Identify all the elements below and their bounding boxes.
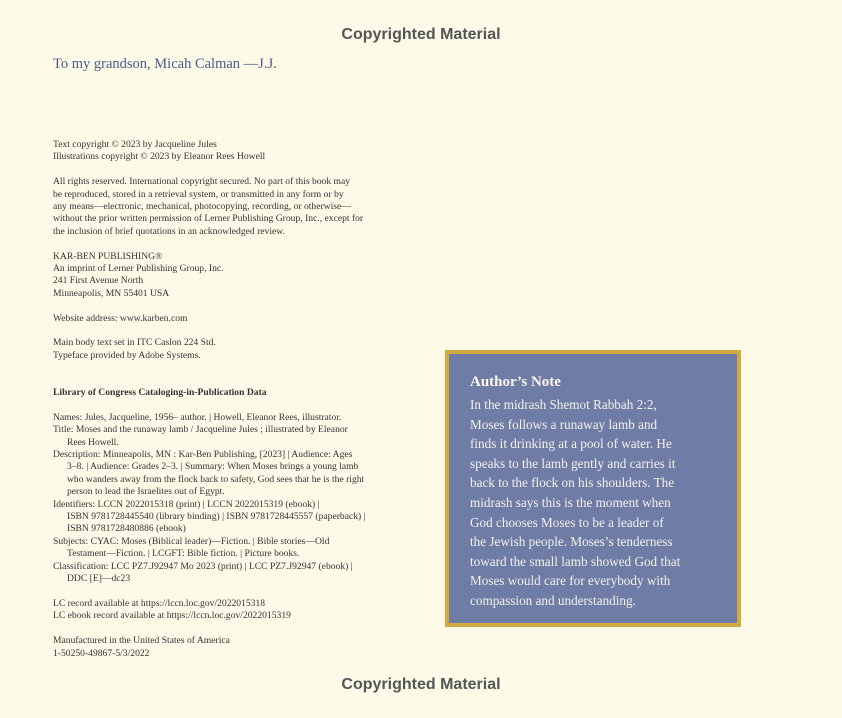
author-note-line: finds it drinking at a pool of water. He [470, 436, 672, 452]
author-note-line: back to the flock on his shoulders. The [470, 475, 675, 491]
author-note-line: compassion and understanding. [470, 592, 636, 608]
cip-subjects: Subjects: CYAC: Moses (Biblical leader)—Fiction. | Bible stories—Old [53, 535, 330, 547]
cip-description-cont: person to lead the Israelites out of Egypt. [67, 486, 225, 498]
rights-line: without the prior written permission of Lerner Publishing Group, Inc., except for [53, 213, 364, 225]
author-note-line: toward the small lamb showed God that [470, 553, 681, 569]
typeface-line: Typeface provided by Adobe Systems. [53, 349, 201, 361]
rights-line: the inclusion of brief quotations in an acknowledged review. [53, 225, 285, 237]
cip-description-cont: 3–8. | Audience: Grades 2–3. | Summary: When Moses brings a young lamb [67, 461, 359, 473]
lc-ebook-record: LC ebook record available at https://lccn.loc.gov/2022015319 [53, 610, 291, 622]
cip-subjects-cont: Testament—Fiction. | LCGFT: Bible fiction. | Picture books. [67, 548, 300, 560]
publisher-line: An imprint of Lerner Publishing Group, Inc. [53, 263, 224, 275]
author-note-line: Moses follows a runaway lamb and [470, 416, 658, 432]
cip-classification: Classification: LCC PZ7.J92947 Mo 2023 (print) | LCC PZ7.J92947 (ebook) | [53, 560, 353, 572]
cip-heading: Library of Congress Cataloging-in-Publication Data [53, 387, 267, 399]
author-note-box [445, 350, 741, 627]
author-note-line: God chooses Moses to be a leader of [470, 514, 664, 530]
copyrighted-material-watermark-top: Copyrighted Material [341, 26, 501, 43]
dedication: To my grandson, Micah Calman —J.J. [53, 56, 277, 72]
cip-description-cont: who wanders away from the flock back to safety, God sees that he is the right [67, 473, 365, 485]
author-note-line: Moses would care for everybody with [470, 573, 671, 589]
author-note-line: the Jewish people. Moses’s tenderness [470, 534, 673, 550]
cip-description: Description: Minneapolis, MN : Kar-Ben Publishing, [2023] | Audience: Ages [53, 449, 353, 461]
typeface-line: Main body text set in ITC Caslon 224 Std. [53, 337, 216, 349]
author-note-line: speaks to the lamb gently and carries it [470, 455, 676, 471]
publisher-address: 241 First Avenue North [53, 275, 144, 287]
cip-names: Names: Jules, Jacqueline, 1956– author. | Howell, Eleanor Rees, illustrator. [53, 411, 342, 423]
cip-title-cont: Rees Howell. [67, 436, 119, 448]
illustrations-copyright: Illustrations copyright © 2023 by Eleanor Rees Howell [53, 151, 266, 163]
rights-line: All rights reserved. International copyright secured. No part of this book may [53, 176, 351, 188]
cip-identifiers-cont: ISBN 9781728445540 (library binding) | ISBN 9781728445557 (paperback) | [67, 511, 366, 523]
cip-classification-cont: DDC [E]—dc23 [67, 573, 131, 585]
copyrighted-material-watermark-bottom: Copyrighted Material [341, 676, 501, 693]
cip-identifiers-cont: ISBN 9781728480886 (ebook) [67, 523, 186, 535]
printing-code: 1-50250-49867-5/3/2022 [53, 647, 150, 659]
cip-title: Title: Moses and the runaway lamb / Jacqueline Jules ; illustrated by Eleanor [53, 424, 348, 436]
author-note-title: Author’s Note [470, 374, 561, 390]
author-note-line: midrash says this is the moment when [470, 494, 671, 510]
website-address: Website address: www.karben.com [53, 312, 188, 324]
copyright-block [53, 139, 438, 660]
cip-identifiers: Identifiers: LCCN 2022015318 (print) | LCCN 2022015319 (ebook) | [53, 498, 320, 510]
manufactured-line: Manufactured in the United States of America [53, 635, 230, 647]
text-copyright: Text copyright © 2023 by Jacqueline Jules [53, 139, 217, 150]
author-note-line: In the midrash Shemot Rabbah 2:2, [470, 397, 657, 412]
lc-record: LC record available at https://lccn.loc.gov/2022015318 [53, 597, 266, 609]
publisher-city: Minneapolis, MN 55401 USA [53, 287, 170, 299]
publisher-name: KAR-BEN PUBLISHING® [53, 250, 163, 262]
rights-line: any means—electronic, mechanical, photocopying, recording, or otherwise— [53, 201, 351, 213]
rights-line: be reproduced, stored in a retrieval system, or transmitted in any form or by [53, 188, 344, 200]
